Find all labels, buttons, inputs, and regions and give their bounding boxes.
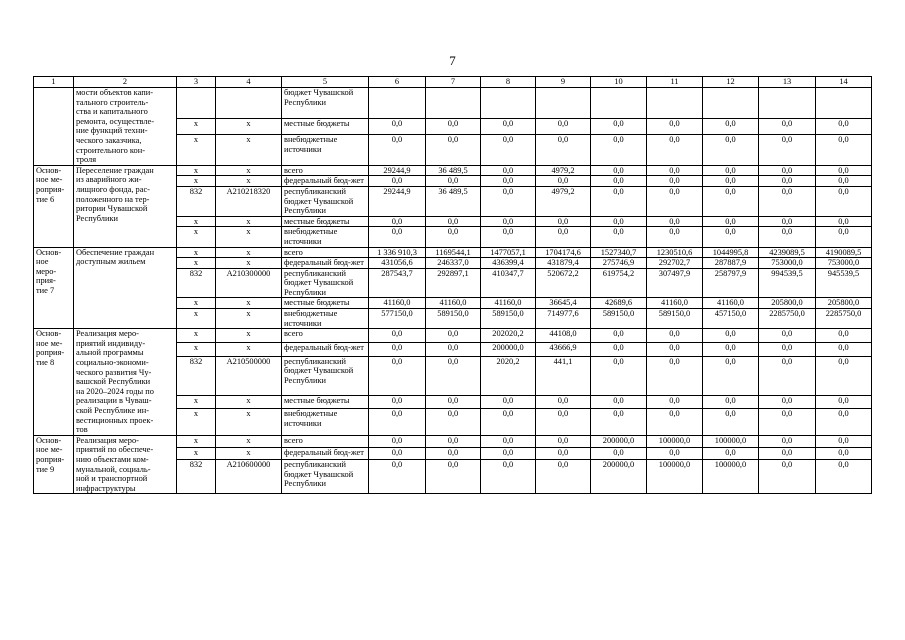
amount-cell: 36645,4 <box>536 298 591 309</box>
table-row <box>34 88 872 119</box>
page-number: 7 <box>449 53 456 68</box>
header-cell: 6 <box>369 77 426 88</box>
amount-cell: 307497,9 <box>647 268 703 298</box>
amount-cell: 0,0 <box>647 165 703 176</box>
amount-cell: 436399,4 <box>481 258 536 269</box>
amount-cell: 0,0 <box>591 356 647 395</box>
event-label <box>34 88 74 166</box>
amount-cell: 0,0 <box>591 165 647 176</box>
funding-source: бюджет Чувашской Республики <box>282 88 369 119</box>
kbk-code: x <box>177 165 216 176</box>
amount-cell: 0,0 <box>759 227 816 247</box>
amount-cell: 0,0 <box>647 395 703 409</box>
funding-source: внебюджетные источники <box>282 134 369 165</box>
amount-cell: 994539,5 <box>759 268 816 298</box>
amount-cell: 292897,1 <box>426 268 481 298</box>
funding-source: всего <box>282 247 369 258</box>
target-code: x <box>216 227 282 247</box>
amount-cell: 0,0 <box>536 134 591 165</box>
amount-cell: 0,0 <box>536 460 591 494</box>
amount-cell: 44108,0 <box>536 329 591 343</box>
amount-cell: 0,0 <box>481 395 536 409</box>
amount-cell: 0,0 <box>647 118 703 134</box>
amount-cell: 36 489,5 <box>426 186 481 216</box>
amount-cell: 0,0 <box>703 447 759 459</box>
header-cell: 2 <box>74 77 177 88</box>
amount-cell: 0,0 <box>536 395 591 409</box>
amount-cell: 0,0 <box>426 447 481 459</box>
amount-cell: 0,0 <box>426 356 481 395</box>
funding-source: местные бюджеты <box>282 118 369 134</box>
amount-cell: 0,0 <box>426 409 481 435</box>
kbk-code: x <box>177 176 216 187</box>
amount-cell: 0,0 <box>426 227 481 247</box>
amount-cell: 0,0 <box>481 176 536 187</box>
amount-cell: 0,0 <box>703 356 759 395</box>
amount-cell: 0,0 <box>369 447 426 459</box>
amount-cell: 0,0 <box>369 435 426 447</box>
amount-cell: 0,0 <box>536 227 591 247</box>
amount-cell: 0,0 <box>481 227 536 247</box>
amount-cell: 589150,0 <box>591 309 647 329</box>
amount-cell: 0,0 <box>369 460 426 494</box>
amount-cell: 0,0 <box>369 356 426 395</box>
table-row <box>34 247 872 258</box>
amount-cell: 0,0 <box>703 186 759 216</box>
funding-source: федеральный бюд-жет <box>282 447 369 459</box>
target-code: x <box>216 309 282 329</box>
amount-cell: 753000,0 <box>759 258 816 269</box>
funding-source: федеральный бюд-жет <box>282 343 369 357</box>
amount-cell: 1527340,7 <box>591 247 647 258</box>
amount-cell: 0,0 <box>816 343 872 357</box>
amount-cell: 0,0 <box>536 118 591 134</box>
target-code: x <box>216 395 282 409</box>
funding-source: всего <box>282 329 369 343</box>
amount-cell: 0,0 <box>426 134 481 165</box>
amount-cell: 0,0 <box>759 343 816 357</box>
amount-cell: 0,0 <box>816 395 872 409</box>
amount-cell: 0,0 <box>759 134 816 165</box>
amount-cell: 200000,0 <box>591 435 647 447</box>
amount-cell: 0,0 <box>369 134 426 165</box>
target-code: x <box>216 258 282 269</box>
amount-cell: 0,0 <box>369 329 426 343</box>
amount-cell: 1169544,1 <box>426 247 481 258</box>
amount-cell: 0,0 <box>759 329 816 343</box>
header-cell: 7 <box>426 77 481 88</box>
event-name: Обеспечение граждан доступным жильем <box>74 247 177 329</box>
amount-cell: 0,0 <box>426 216 481 227</box>
kbk-code: x <box>177 118 216 134</box>
table-row <box>34 329 872 343</box>
amount-cell: 1230510,6 <box>647 247 703 258</box>
funding-source: местные бюджеты <box>282 298 369 309</box>
target-code: x <box>216 118 282 134</box>
amount-cell: 205800,0 <box>759 298 816 309</box>
amount-cell: 0,0 <box>647 409 703 435</box>
amount-cell <box>426 88 481 119</box>
amount-cell: 0,0 <box>369 227 426 247</box>
event-name: Переселение граждан из аварийного жи- лищного фонда, рас- положенного на тер- ритории Чувашской Республики <box>74 165 177 247</box>
amount-cell <box>703 88 759 119</box>
funding-source: федеральный бюд-жет <box>282 176 369 187</box>
amount-cell: 0,0 <box>759 395 816 409</box>
target-code: x <box>216 176 282 187</box>
header-cell: 4 <box>216 77 282 88</box>
funding-source: внебюджетные источники <box>282 409 369 435</box>
header-cell: 14 <box>816 77 872 88</box>
target-code: x <box>216 165 282 176</box>
target-code: A210300000 <box>216 268 282 298</box>
header-cell: 9 <box>536 77 591 88</box>
amount-cell: 431056,6 <box>369 258 426 269</box>
header-cell: 5 <box>282 77 369 88</box>
kbk-code: x <box>177 409 216 435</box>
amount-cell: 4239089,5 <box>759 247 816 258</box>
table-row <box>34 435 872 447</box>
amount-cell: 945539,5 <box>816 268 872 298</box>
amount-cell: 0,0 <box>759 460 816 494</box>
target-code: x <box>216 329 282 343</box>
amount-cell: 0,0 <box>426 460 481 494</box>
amount-cell: 0,0 <box>816 460 872 494</box>
amount-cell: 0,0 <box>816 165 872 176</box>
amount-cell: 0,0 <box>816 134 872 165</box>
amount-cell: 0,0 <box>816 118 872 134</box>
amount-cell: 0,0 <box>647 176 703 187</box>
funding-source: внебюджетные источники <box>282 309 369 329</box>
header-cell: 3 <box>177 77 216 88</box>
target-code: x <box>216 343 282 357</box>
target-code: A210500000 <box>216 356 282 395</box>
amount-cell: 0,0 <box>536 409 591 435</box>
amount-cell: 753000,0 <box>816 258 872 269</box>
kbk-code: x <box>177 247 216 258</box>
amount-cell: 0,0 <box>536 435 591 447</box>
amount-cell: 0,0 <box>759 409 816 435</box>
kbk-code: x <box>177 258 216 269</box>
amount-cell: 2020,2 <box>481 356 536 395</box>
amount-cell: 41160,0 <box>647 298 703 309</box>
amount-cell: 0,0 <box>816 176 872 187</box>
amount-cell: 0,0 <box>591 186 647 216</box>
kbk-code: x <box>177 447 216 459</box>
amount-cell: 0,0 <box>816 447 872 459</box>
amount-cell: 457150,0 <box>703 309 759 329</box>
amount-cell: 0,0 <box>591 395 647 409</box>
amount-cell: 0,0 <box>759 186 816 216</box>
header-cell: 1 <box>34 77 74 88</box>
amount-cell: 43666,9 <box>536 343 591 357</box>
amount-cell: 0,0 <box>369 176 426 187</box>
amount-cell: 0,0 <box>759 176 816 187</box>
amount-cell: 0,0 <box>426 176 481 187</box>
amount-cell: 0,0 <box>481 186 536 216</box>
amount-cell: 1704174,6 <box>536 247 591 258</box>
funding-source: внебюджетные источники <box>282 227 369 247</box>
amount-cell: 287543,7 <box>369 268 426 298</box>
funding-source: республиканский бюджет Чувашской Республики <box>282 186 369 216</box>
funding-source: всего <box>282 165 369 176</box>
target-code: x <box>216 298 282 309</box>
amount-cell: 0,0 <box>481 409 536 435</box>
amount-cell: 202020,2 <box>481 329 536 343</box>
amount-cell: 0,0 <box>759 118 816 134</box>
amount-cell: 0,0 <box>481 165 536 176</box>
amount-cell: 100000,0 <box>647 460 703 494</box>
amount-cell: 0,0 <box>703 118 759 134</box>
amount-cell: 275746,9 <box>591 258 647 269</box>
amount-cell: 431879,4 <box>536 258 591 269</box>
kbk-code: 832 <box>177 460 216 494</box>
amount-cell: 0,0 <box>816 329 872 343</box>
target-code: x <box>216 216 282 227</box>
event-name: Реализация меро- приятий индивиду- альной программы социально-экономи- ческого развития Чу- вашской Республики на 2020–2024 годы по реализации в Чуваш- ской Республике ин- вестиционных проек- тов <box>74 329 177 436</box>
amount-cell <box>647 88 703 119</box>
target-code: x <box>216 409 282 435</box>
amount-cell: 0,0 <box>591 343 647 357</box>
amount-cell: 0,0 <box>481 435 536 447</box>
amount-cell: 0,0 <box>426 395 481 409</box>
amount-cell: 0,0 <box>647 186 703 216</box>
amount-cell: 0,0 <box>647 134 703 165</box>
amount-cell: 0,0 <box>816 216 872 227</box>
amount-cell: 0,0 <box>759 165 816 176</box>
amount-cell: 0,0 <box>816 409 872 435</box>
amount-cell: 0,0 <box>426 118 481 134</box>
amount-cell: 29244,9 <box>369 165 426 176</box>
amount-cell: 0,0 <box>647 227 703 247</box>
amount-cell: 0,0 <box>703 395 759 409</box>
amount-cell: 205800,0 <box>816 298 872 309</box>
amount-cell: 0,0 <box>481 134 536 165</box>
amount-cell <box>816 88 872 119</box>
kbk-code: x <box>177 395 216 409</box>
target-code <box>216 88 282 119</box>
amount-cell: 200000,0 <box>481 343 536 357</box>
header-row <box>34 77 872 88</box>
amount-cell: 0,0 <box>647 343 703 357</box>
event-name: мости объектов капи- тального строитель- ства и капитального ремонта, осуществле- ние функций техни- ческого заказчика, строительного кон- троля <box>74 88 177 166</box>
amount-cell: 29244,9 <box>369 186 426 216</box>
amount-cell: 0,0 <box>759 447 816 459</box>
kbk-code: x <box>177 134 216 165</box>
funding-source: республиканский бюджет Чувашской Республики <box>282 460 369 494</box>
amount-cell: 41160,0 <box>426 298 481 309</box>
amount-cell: 200000,0 <box>591 460 647 494</box>
amount-cell: 0,0 <box>703 176 759 187</box>
amount-cell: 0,0 <box>481 447 536 459</box>
amount-cell: 36 489,5 <box>426 165 481 176</box>
amount-cell: 0,0 <box>481 460 536 494</box>
kbk-code: 832 <box>177 356 216 395</box>
amount-cell: 0,0 <box>703 165 759 176</box>
amount-cell: 258797,9 <box>703 268 759 298</box>
amount-cell: 0,0 <box>536 447 591 459</box>
amount-cell: 0,0 <box>703 343 759 357</box>
amount-cell: 0,0 <box>759 356 816 395</box>
amount-cell: 42689,6 <box>591 298 647 309</box>
kbk-code: x <box>177 435 216 447</box>
amount-cell: 410347,7 <box>481 268 536 298</box>
amount-cell: 0,0 <box>759 435 816 447</box>
amount-cell: 0,0 <box>591 134 647 165</box>
amount-cell <box>591 88 647 119</box>
amount-cell: 41160,0 <box>481 298 536 309</box>
amount-cell: 0,0 <box>591 409 647 435</box>
amount-cell: 0,0 <box>481 118 536 134</box>
amount-cell: 589150,0 <box>426 309 481 329</box>
amount-cell: 0,0 <box>816 227 872 247</box>
header-cell: 11 <box>647 77 703 88</box>
amount-cell: 0,0 <box>703 329 759 343</box>
amount-cell: 0,0 <box>481 216 536 227</box>
amount-cell: 441,1 <box>536 356 591 395</box>
funding-source: местные бюджеты <box>282 395 369 409</box>
target-code: x <box>216 435 282 447</box>
amount-cell <box>481 88 536 119</box>
budget-table <box>33 76 872 494</box>
amount-cell: 0,0 <box>369 216 426 227</box>
amount-cell: 0,0 <box>591 176 647 187</box>
kbk-code: x <box>177 329 216 343</box>
funding-source: федеральный бюд-жет <box>282 258 369 269</box>
amount-cell <box>369 88 426 119</box>
amount-cell: 0,0 <box>816 356 872 395</box>
amount-cell: 589150,0 <box>481 309 536 329</box>
amount-cell: 577150,0 <box>369 309 426 329</box>
amount-cell: 0,0 <box>703 409 759 435</box>
amount-cell <box>759 88 816 119</box>
amount-cell: 1 336 910,3 <box>369 247 426 258</box>
event-name: Реализация меро- приятий по обеспече- нию объектами ком- мунальной, социаль- ной и транспортной инфраструктуры <box>74 435 177 494</box>
kbk-code: x <box>177 216 216 227</box>
event-label: Основ- ное меро- прия- тие 7 <box>34 247 74 329</box>
amount-cell: 0,0 <box>369 409 426 435</box>
amount-cell: 4979,2 <box>536 165 591 176</box>
amount-cell: 714977,6 <box>536 309 591 329</box>
funding-source: республиканский бюджет Чувашской Республики <box>282 268 369 298</box>
amount-cell: 0,0 <box>536 216 591 227</box>
amount-cell: 0,0 <box>816 435 872 447</box>
target-code: x <box>216 247 282 258</box>
amount-cell: 619754,2 <box>591 268 647 298</box>
amount-cell: 0,0 <box>591 227 647 247</box>
amount-cell: 246337,0 <box>426 258 481 269</box>
amount-cell: 287887,9 <box>703 258 759 269</box>
target-code: A210218320 <box>216 186 282 216</box>
funding-source: всего <box>282 435 369 447</box>
amount-cell: 0,0 <box>426 343 481 357</box>
amount-cell: 0,0 <box>426 329 481 343</box>
amount-cell: 0,0 <box>536 176 591 187</box>
amount-cell: 4979,2 <box>536 186 591 216</box>
amount-cell: 0,0 <box>759 216 816 227</box>
amount-cell: 0,0 <box>703 134 759 165</box>
amount-cell: 0,0 <box>591 118 647 134</box>
kbk-code: 832 <box>177 186 216 216</box>
amount-cell <box>536 88 591 119</box>
kbk-code: x <box>177 298 216 309</box>
amount-cell: 100000,0 <box>703 435 759 447</box>
amount-cell: 0,0 <box>703 227 759 247</box>
amount-cell: 1477057,1 <box>481 247 536 258</box>
amount-cell: 1044995,8 <box>703 247 759 258</box>
amount-cell: 0,0 <box>647 356 703 395</box>
funding-source: республиканский бюджет Чувашской Республики <box>282 356 369 395</box>
amount-cell: 0,0 <box>369 118 426 134</box>
amount-cell: 0,0 <box>647 216 703 227</box>
amount-cell: 100000,0 <box>703 460 759 494</box>
amount-cell: 292702,7 <box>647 258 703 269</box>
amount-cell: 0,0 <box>591 216 647 227</box>
target-code: x <box>216 134 282 165</box>
amount-cell: 41160,0 <box>703 298 759 309</box>
amount-cell: 0,0 <box>591 329 647 343</box>
event-label: Основ- ное ме- роприя- тие 6 <box>34 165 74 247</box>
funding-source: местные бюджеты <box>282 216 369 227</box>
header-cell: 13 <box>759 77 816 88</box>
amount-cell: 0,0 <box>591 447 647 459</box>
amount-cell: 2285750,0 <box>816 309 872 329</box>
header-cell: 10 <box>591 77 647 88</box>
amount-cell: 0,0 <box>816 186 872 216</box>
event-label: Основ- ное ме- роприя- тие 9 <box>34 435 74 494</box>
amount-cell: 589150,0 <box>647 309 703 329</box>
kbk-code: x <box>177 343 216 357</box>
target-code: A210600000 <box>216 460 282 494</box>
amount-cell: 0,0 <box>703 216 759 227</box>
amount-cell: 0,0 <box>647 329 703 343</box>
kbk-code: 832 <box>177 268 216 298</box>
amount-cell: 520672,2 <box>536 268 591 298</box>
table-row <box>34 165 872 176</box>
header-cell: 8 <box>481 77 536 88</box>
kbk-code: x <box>177 227 216 247</box>
amount-cell: 0,0 <box>647 447 703 459</box>
header-cell: 12 <box>703 77 759 88</box>
kbk-code <box>177 88 216 119</box>
target-code: x <box>216 447 282 459</box>
amount-cell: 0,0 <box>369 343 426 357</box>
amount-cell: 2285750,0 <box>759 309 816 329</box>
amount-cell: 100000,0 <box>647 435 703 447</box>
amount-cell: 41160,0 <box>369 298 426 309</box>
amount-cell: 0,0 <box>369 395 426 409</box>
amount-cell: 0,0 <box>426 435 481 447</box>
kbk-code: x <box>177 309 216 329</box>
amount-cell: 4190089,5 <box>816 247 872 258</box>
event-label: Основ- ное ме- роприя- тие 8 <box>34 329 74 436</box>
